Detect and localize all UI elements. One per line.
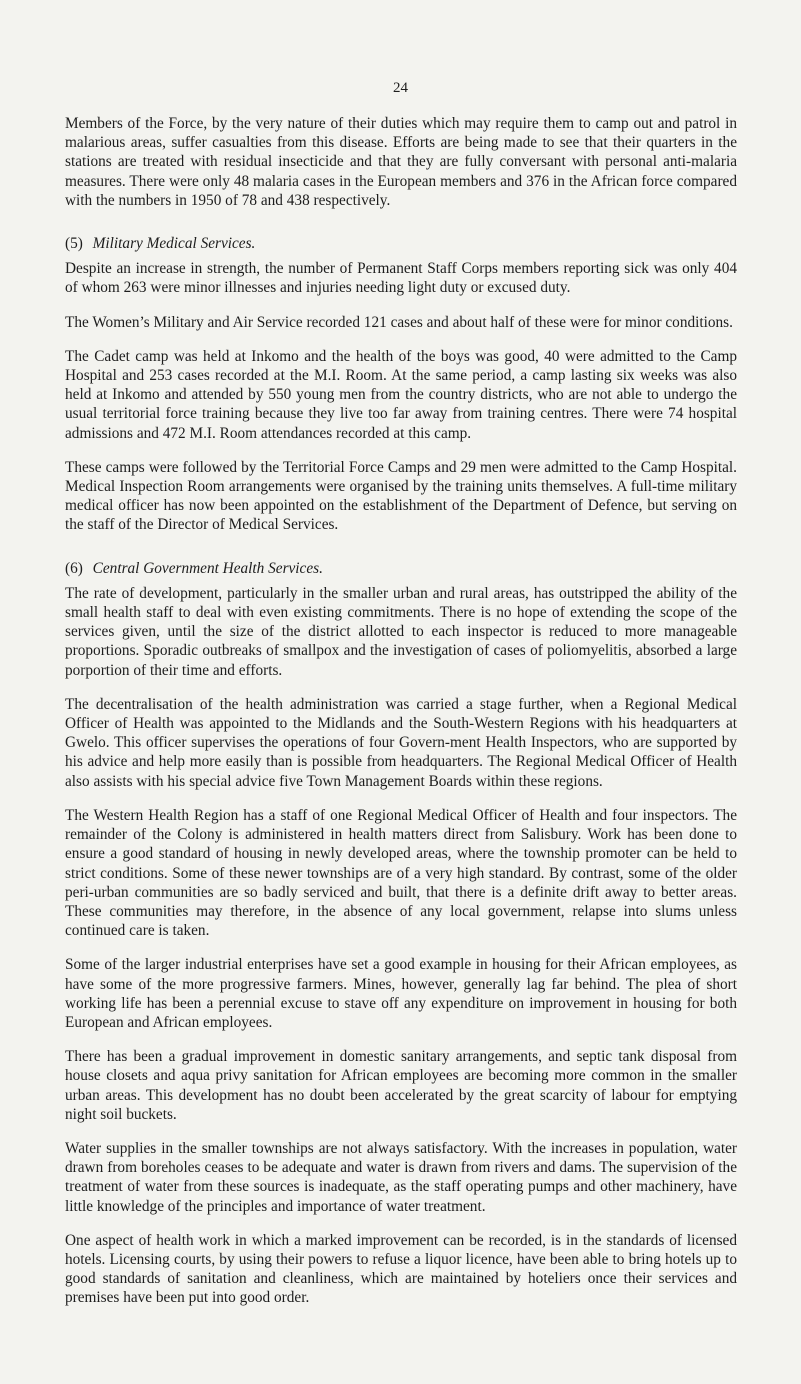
section-5-heading — [65, 234, 737, 253]
section-6-paragraph: The decentralisation of the health administration was carried a stage further, when a Regional Medical Officer of Health was appointed to the Midlands and the South-Western Regions with his headquarters at Gwelo. This officer supervises the operations of four Govern-ment Health Inspectors, who are supported by his advice and help more easily than is possible from headquarters. The Regional Medical Officer of Health also assists with his special advice five Town Management Boards within these regions. — [65, 695, 737, 790]
section-6-heading — [65, 559, 737, 578]
section-6-paragraph: Water supplies in the smaller townships are not always satisfactory. With the increases in population, water drawn from boreholes ceases to be adequate and water is drawn from rivers and dams. The supervision of the treatment of water from these sources is inadequate, as the staff operating pumps and other machinery, have little knowledge of the principles and importance of water treatment. — [65, 1139, 737, 1215]
page-number: 24 — [393, 80, 408, 96]
section-6-paragraph: There has been a gradual improvement in domestic sanitary arrangements, and septic tank disposal from house closets and aqua privy sanitation for African employees are becoming more common in the smaller urban areas. This development has no doubt been accelerated by the great scarcity of labour for emptying night soil buckets. — [65, 1048, 737, 1123]
section-5-paragraph: The Cadet camp was held at Inkomo and the health of the boys was good, 40 were admitted to the Camp Hospital and 253 cases recorded at the M.I. Room. At the same period, a camp lasting six weeks was also held at Inkomo and attended by 550 young men from the country districts, who are not able to undergo the usual territorial force training because they live too far away from training centres. There were 74 hospital admissions and 472 M.I. Room attendances recorded at this camp. — [65, 347, 737, 442]
section-5-paragraph: Despite an increase in strength, the number of Permanent Staff Corps members reporting sick was only 404 of whom 263 were minor illnesses and injuries needing light duty or excused duty. — [65, 260, 737, 297]
section-5-title: Military Medical Services. — [92, 235, 256, 253]
section-5-paragraph: These camps were followed by the Territorial Force Camps and 29 men were admitted to the Camp Hospital. Medical Inspection Room arrangements were organised by the training units themselves. A full-time military medical officer has now been appointed on the establishment of the Department of Defence, but serving on the staff of the Director of Medical Services. — [65, 458, 737, 534]
section-6-paragraph: Some of the larger industrial enterprises have set a good example in housing for their African employees, as have some of the more progressive farmers. Mines, however, generally lag far behind. The plea of short working life has been a perennial excuse to stave off any expenditure on improvement in housing for both European and African employees. — [65, 956, 737, 1031]
section-6-paragraph: The Western Health Region has a staff of one Regional Medical Officer of Health and four inspectors. The remainder of the Colony is administered in health matters direct from Salisbury. Work has been done to ensure a good standard of housing in newly developed areas, where the township promoter can be held to strict conditions. Some of these newer townships are of a very high standard. By contrast, some of the older peri-urban communities are so badly serviced and built, that there is a definite drift away to better areas. These communities may therefore, in the absence of any local government, relapse into slums unless continued care is taken. — [65, 806, 737, 940]
section-5-number: (5) — [65, 235, 83, 253]
section-6-title: Central Government Health Services. — [92, 559, 323, 577]
section-6-number: (6) — [65, 559, 83, 577]
section-6-paragraph: The rate of development, particularly in the smaller urban and rural areas, has outstripped the ability of the small health staff to deal with even existing commitments. There is no hope of extending the scope of the services given, until the size of the district allotted to each inspector is reduced to more manageable proportions. Sporadic outbreaks of smallpox and the investigation of cases of poliomyelitis, absorbed a large porportion of their time and efforts. — [65, 584, 737, 679]
section-6-paragraph: One aspect of health work in which a marked improvement can be recorded, is in the standards of licensed hotels. Licensing courts, by using their powers to refuse a liquor licence, have been able to bring hotels up to good standards of sanitation and cleanliness, which are maintained by hoteliers once their services and premises have been put into good order. — [65, 1231, 737, 1307]
intro-paragraph: Members of the Force, by the very nature of their duties which may require them to camp out and patrol in malarious areas, suffer casualties from this disease. Efforts are being made to see that their quarters in the stations are treated with residual insecticide and that they are fully conversant with personal anti-malaria measures. There were only 48 malaria cases in the European members and 376 in the African force compared with the numbers in 1950 of 78 and 438 respectively. — [65, 115, 737, 209]
section-5-paragraph: The Women’s Military and Air Service recorded 121 cases and about half of these were for minor conditions. — [65, 313, 733, 331]
body-text — [65, 114, 737, 1323]
